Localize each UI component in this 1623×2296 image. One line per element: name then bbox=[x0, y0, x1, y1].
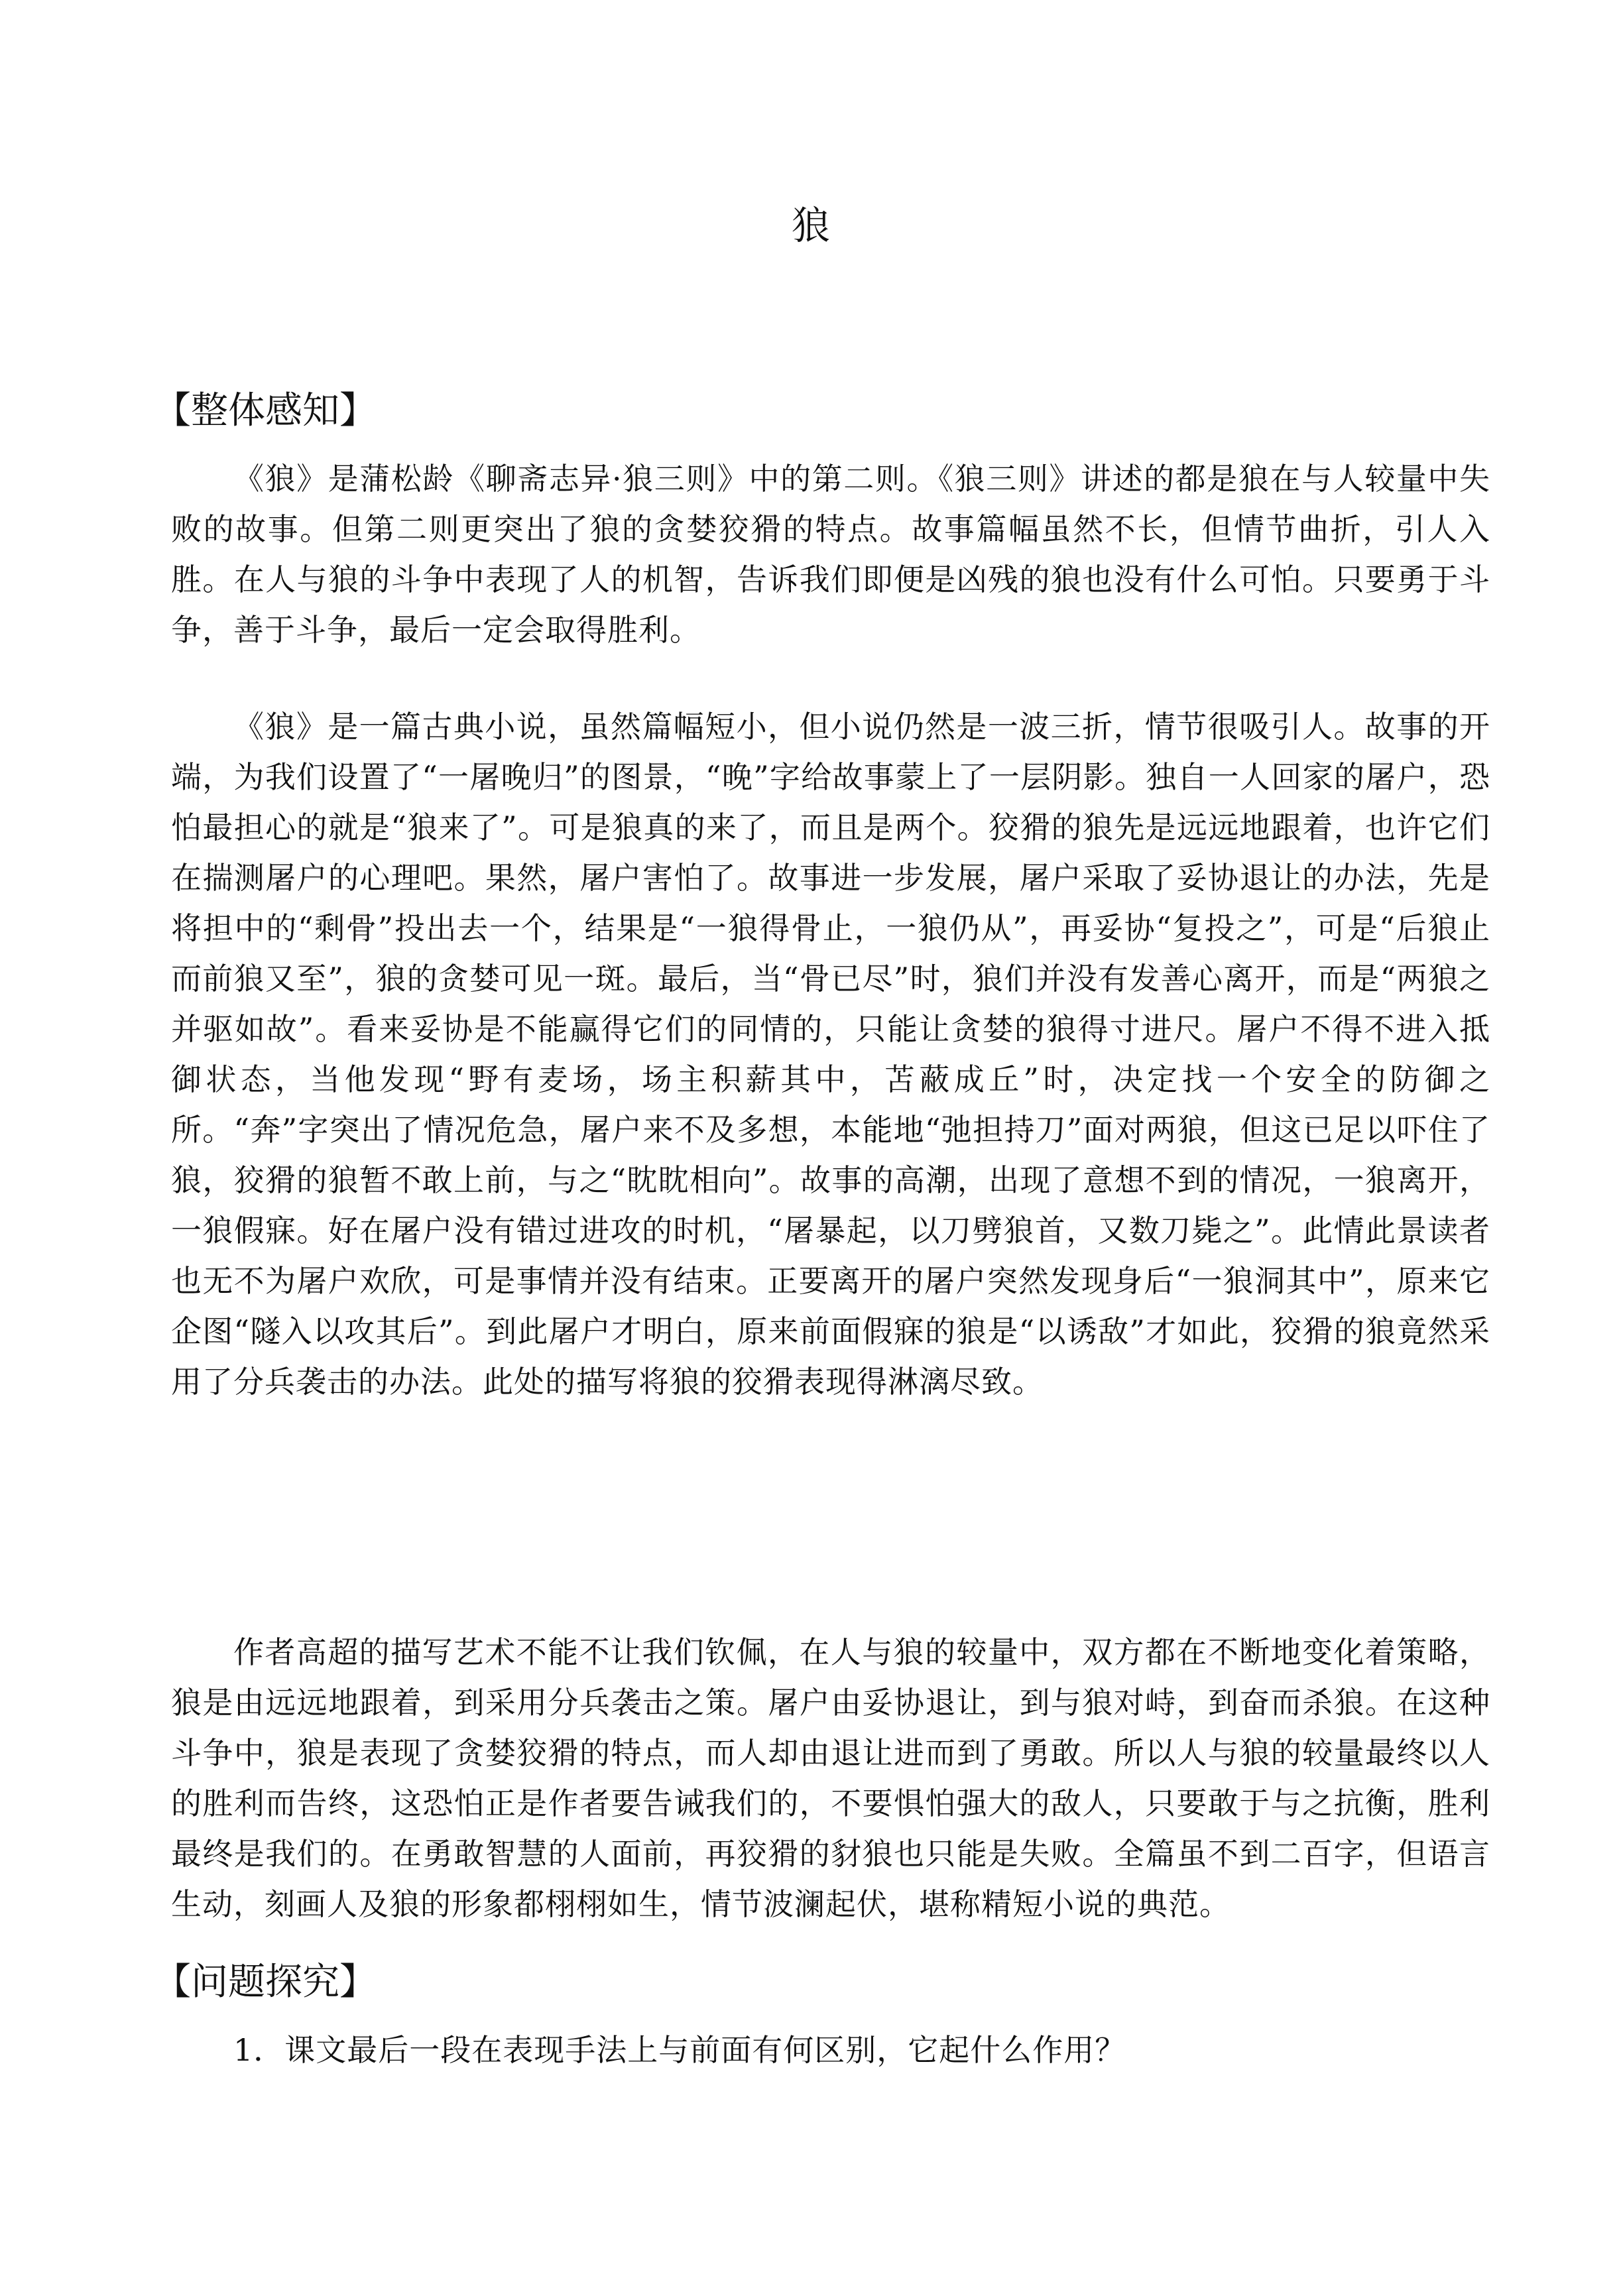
paragraph: 《狼》是蒲松龄《聊斋志异·狼三则》中的第二则。《狼三则》讲述的都是狼在与人较量中失败的故事。但第二则更突出了狼的贪婪狡猾的特点。故事篇幅虽然不长，但情节曲折，引人入胜。在人与狼的斗争中表现了人的机智，告诉我们即便是凶残的狼也没有什么可怕。只要勇于斗争，善于斗争，最后一定会取得胜利。 bbox=[171, 461, 1490, 648]
question-item: 1．课文最后一段在表现手法上与前面有何区别，它起什么作用？ bbox=[233, 2032, 1126, 2068]
paragraph: 《狼》是一篇古典小说，虽然篇幅短小，但小说仍然是一波三折，情节很吸引人。故事的开端，为我们设置了“一屠晚归”的图景，“晚”字给故事蒙上了一层阴影。独自一人回家的屠户，恐怕最担心的就是“狼来了”。可是狼真的来了，而且是两个。狡猾的狼先是远远地跟着，也许它们在揣测屠户的心理吧。果然，屠户害怕了。故事进一步发展，屠户采取了妥协退让的办法，先是将担中的“剩骨”投出去一个，结果是“一狼得骨止，一狼仍从”，再妥协“复投之”，可是“后狼止而前狼又至”，狼的贪婪可见一斑。最后，当“骨已尽”时，狼们并没有发善心离开，而是“两狼之并驱如故”。看来妥协是不能赢得它们的同情的，只能让贪婪的狼得寸进尺。屠户不得不进入抵御状态，当他发现“野有麦场，场主积薪其中，苫蔽成丘”时，决定找一个安全的防御之所。“奔”字突出了情况危急，屠户来不及多想，本能地“弛担持刀”面对两狼，但这已足以吓住了狼，狡猾的狼暂不敢上前，与之“眈眈相向”。故事的高潮，出现了意想不到的情况，一狼离开，一狼假寐。好在屠户没有错过进攻的时机，“屠暴起，以刀劈狼首，又数刀毙之”。此情此景读者也无不为屠户欢欣，可是事情并没有结束。正要离开的屠户突然发现身后“一狼洞其中”，原来它企图“隧入以攻其后”。到此屠户才明白，原来前面假寐的狼是“以诱敌”才如此，狡猾的狼竟然采用了分兵袭击的办法。此处的描写将狼的狡猾表现得淋漓尽致。 bbox=[171, 709, 1490, 1400]
page-title: 狼 bbox=[791, 203, 831, 248]
section-heading-overview: 【整体感知】 bbox=[154, 389, 377, 432]
paragraph: 作者高超的描写艺术不能不让我们钦佩，在人与狼的较量中，双方都在不断地变化着策略，狼是由远远地跟着，到采用分兵袭击之策。屠户由妥协退让，到与狼对峙，到奋而杀狼。在这种斗争中，狼是表现了贪婪狡猾的特点，而人却由退让进而到了勇敢。所以人与狼的较量最终以人的胜利而告终，这恐怕正是作者要告诫我们的，不要惧怕强大的敌人，只要敢于与之抗衡，胜利最终是我们的。在勇敢智慧的人面前，再狡猾的豺狼也只能是失败。全篇虽不到二百字，但语言生动，刻画人及狼的形象都栩栩如生，情节波澜起伏，堪称精短小说的典范。 bbox=[171, 1634, 1490, 1922]
section-heading-questions: 【问题探究】 bbox=[154, 1961, 377, 2004]
